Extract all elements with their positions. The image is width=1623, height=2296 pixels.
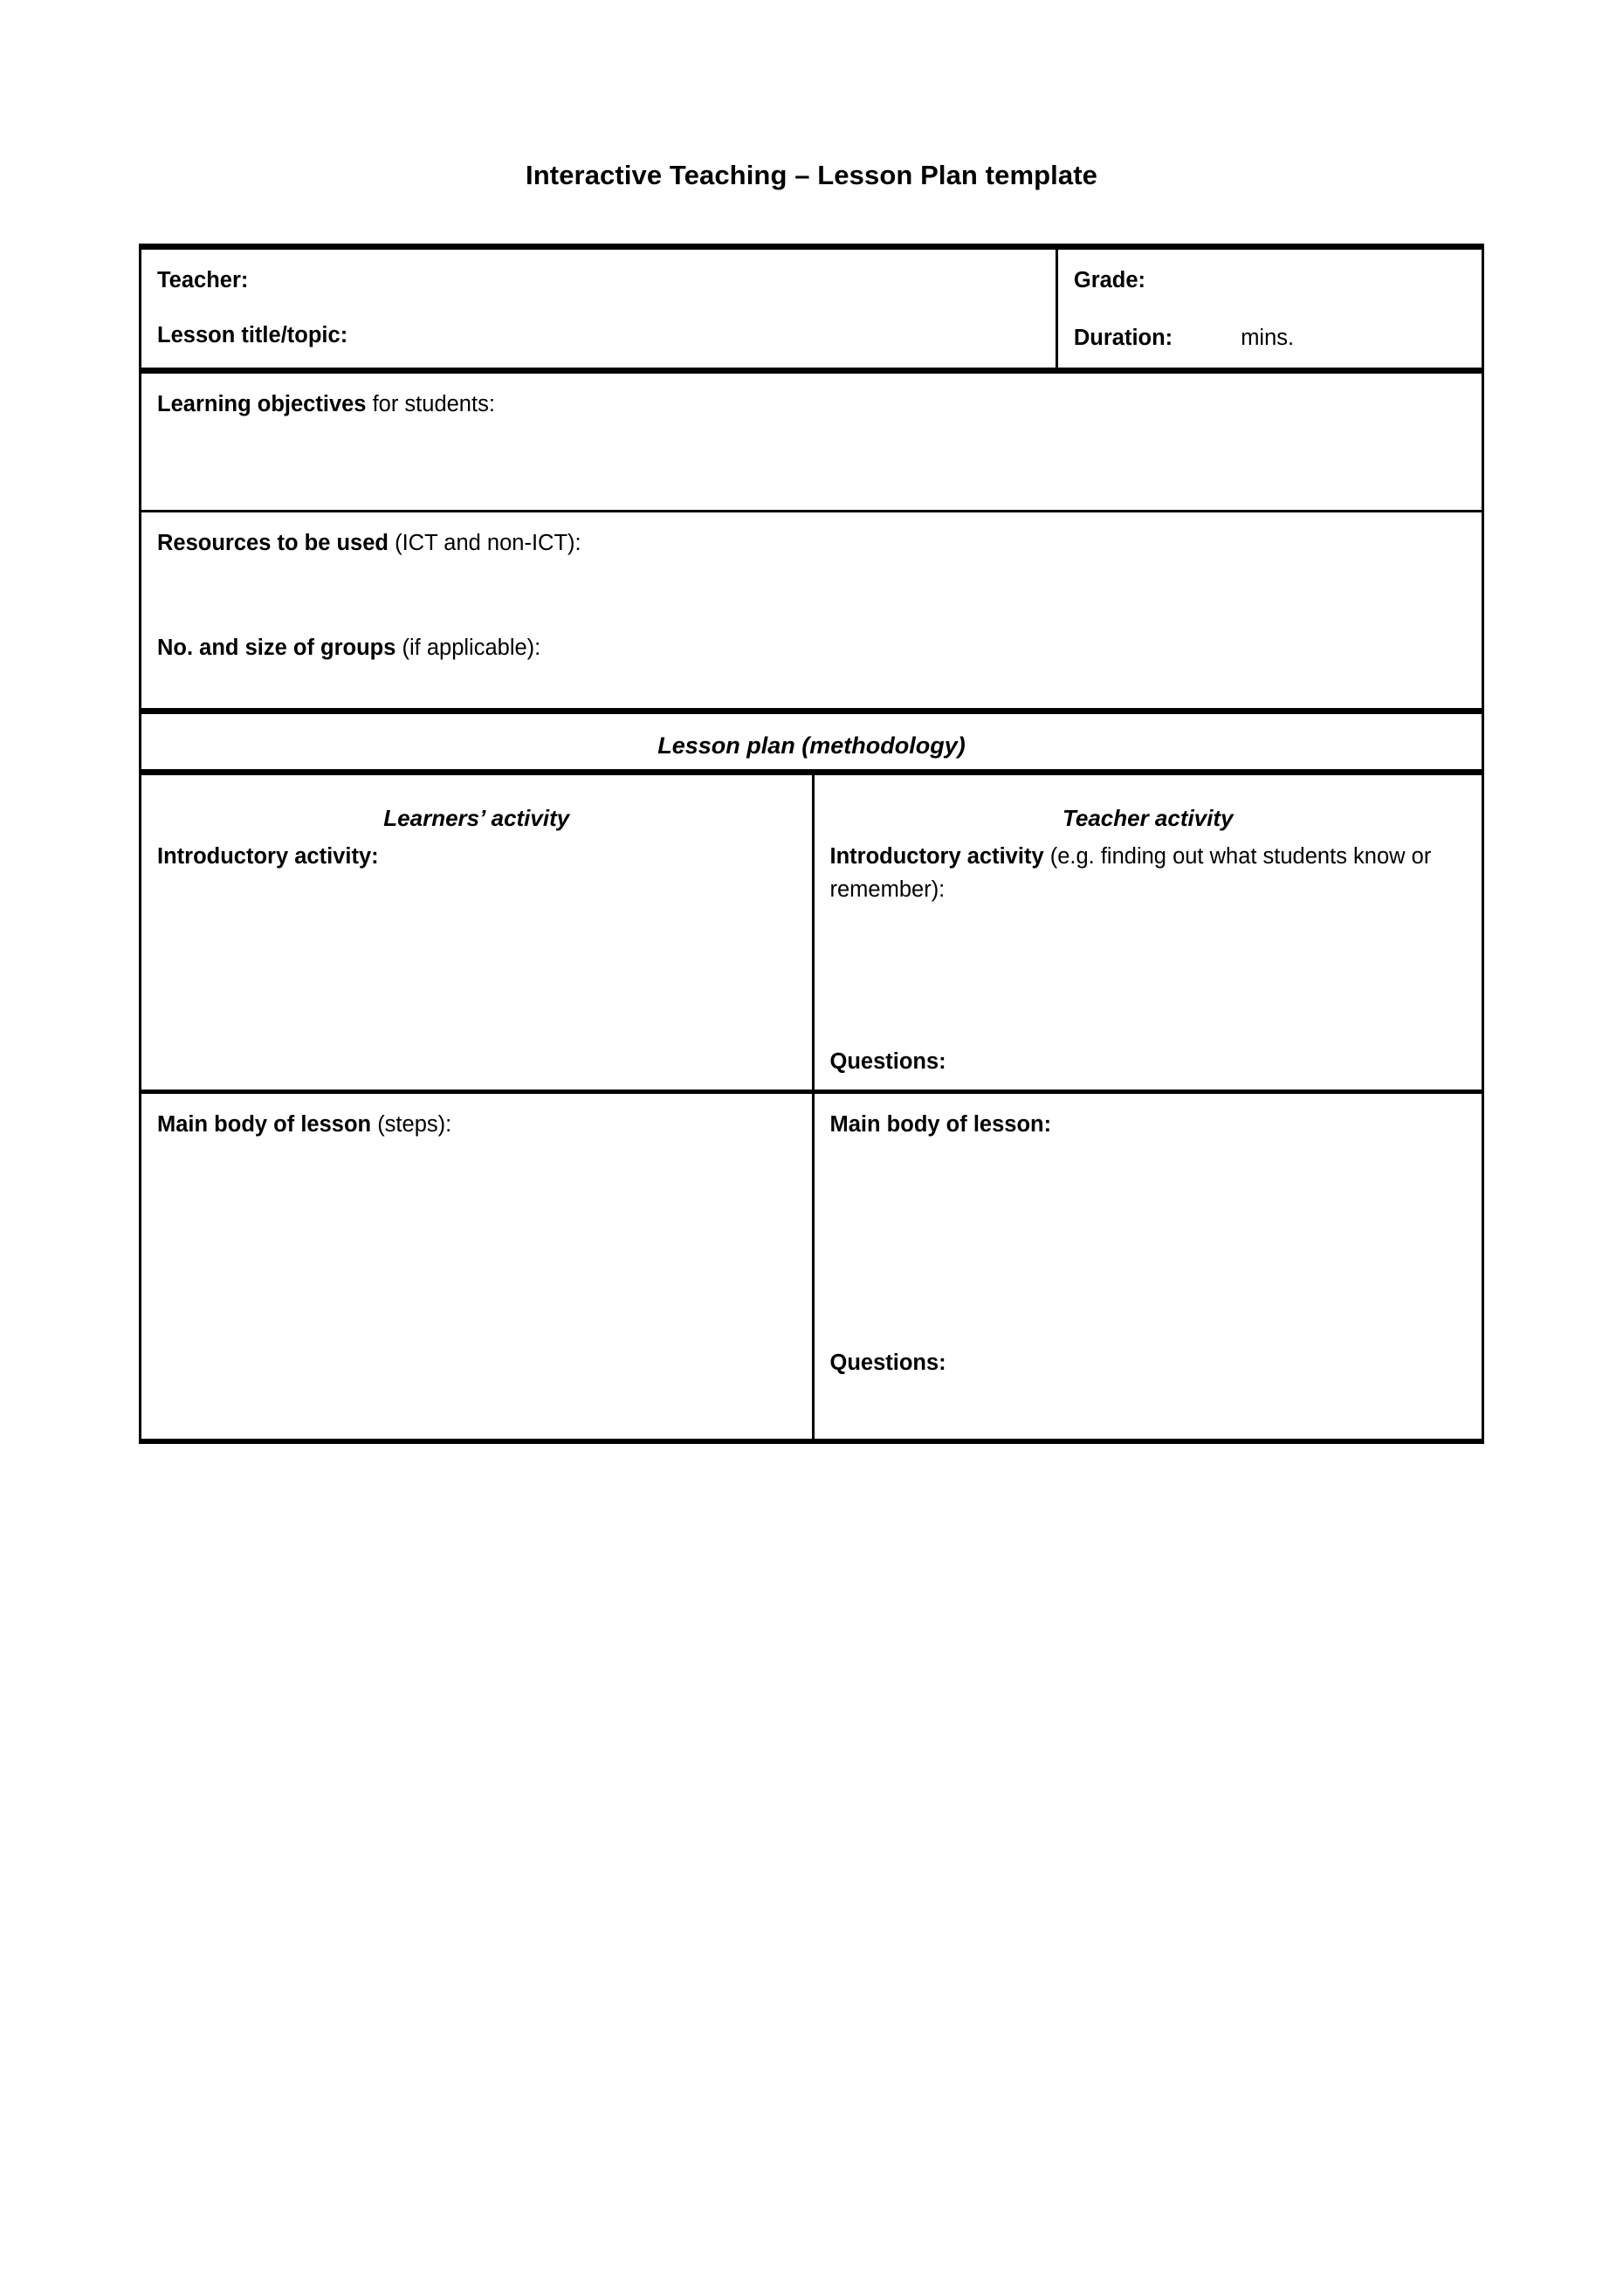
learning-objectives-cell [141, 374, 1482, 510]
teacher-main-body-label: Main body of lesson: [829, 1112, 1052, 1137]
main-body-answer-space [830, 1142, 1467, 1346]
learners-activity-column-header: Learners’ activity [383, 805, 570, 831]
teacher-main-body-cell [812, 1094, 1482, 1439]
learners-main-body-label-bold: Main body of lesson [157, 1112, 372, 1137]
teacher-introductory-cell [812, 775, 1482, 1090]
lesson-plan-table [139, 244, 1484, 1444]
table-row-introductory [141, 775, 1482, 1094]
learning-objectives-label-bold: Learning objectives [157, 392, 367, 416]
groups-label-rest: (if applicable): [395, 636, 541, 660]
duration-label: Duration: [1073, 326, 1173, 351]
table-row-methodology-header [141, 714, 1482, 775]
teacher-introductory-label-rest: (e.g. finding out what students know or remember): [829, 843, 1432, 903]
learners-main-body-label [157, 1108, 796, 1142]
table-row-resources [141, 512, 1482, 714]
grade-label: Grade: [1073, 268, 1146, 292]
learning-objectives-label [157, 388, 1466, 422]
learners-main-body-label-rest: (steps): [371, 1112, 452, 1137]
groups-label [157, 631, 1466, 665]
groups-label-wrap [157, 631, 1466, 699]
methodology-section-title: Lesson plan (methodology) [657, 732, 966, 759]
teacher-activity-column-header: Teacher activity [1062, 805, 1234, 831]
learning-objectives-label-rest: for students: [366, 392, 495, 416]
resources-label-bold: Resources to be used [157, 531, 389, 555]
table-row-header [141, 250, 1482, 374]
groups-label-bold: No. and size of groups [157, 636, 396, 660]
learners-introductory-label: Introductory activity: [157, 843, 379, 869]
teacher-introductory-label-bold: Introductory activity [829, 843, 1044, 869]
table-row-main-body [141, 1094, 1482, 1439]
learners-main-body-cell [141, 1094, 812, 1439]
introductory-answer-space [830, 907, 1467, 1045]
table-row-objectives [141, 374, 1482, 512]
teacher-info-cell [141, 250, 1056, 368]
teacher-introductory-label [830, 840, 1467, 908]
duration-line [1074, 321, 1294, 355]
page-title: Interactive Teaching – Lesson Plan template [526, 160, 1097, 190]
teacher-main-body-questions-label: Questions: [829, 1350, 946, 1375]
learners-introductory-cell [141, 775, 812, 1090]
teacher-introductory-questions-label: Questions: [829, 1049, 946, 1075]
lesson-title-label: Lesson title/topic: [157, 322, 348, 347]
teacher-label: Teacher: [157, 268, 249, 292]
grade-duration-cell [1056, 250, 1482, 368]
resources-cell [141, 512, 1482, 708]
resources-label-wrap [157, 526, 1466, 631]
duration-unit: mins. [1241, 326, 1295, 351]
resources-label [157, 526, 1466, 560]
resources-label-rest: (ICT and non-ICT): [389, 531, 581, 555]
